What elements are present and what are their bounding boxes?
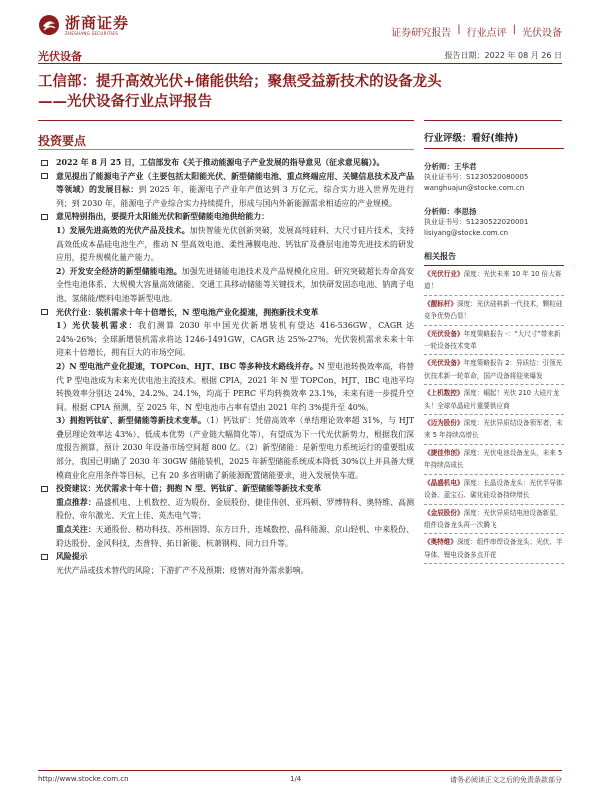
page-number: 1/4 (290, 775, 302, 783)
analyst-cert: 执业证书号：S1230522020001 (424, 218, 529, 226)
bullet-text: 投资建议：光伏需求十年十倍；拥抱 N 型、钙钛矿、新型储能等新技术变革 重点推荐：晶盛机电、上机数控、迈为股份、金辰股份、捷佳伟创、亚玛顿、罗博特科、奥特维、高测股份、帝尔激光、天宜上佳、英杰电气等； 重点关注：天通股份、精功科技、苏州固锝、东方日升、连城数控、晶科能源、京山轻机、中来股份、聆达股份、金风科技、杰普特、拓日新能、杭萧钢构、同力日升等。 (56, 484, 414, 548)
footer-url[interactable]: http://www.stocke.com.cn (38, 775, 129, 783)
bullet-risk (38, 550, 414, 577)
bullet-policy (38, 156, 414, 170)
analyst-email[interactable]: wanghuajun@stocke.com.cn (424, 184, 525, 192)
main-content (38, 154, 414, 577)
related-report-item[interactable]: 《金辰股份》深度：光伏异质结电池设备新星，组件设备龙头再一次腾飞 (424, 505, 564, 535)
analyst-card (424, 206, 564, 239)
nav-item-research: 证券研究报告 (391, 28, 452, 39)
related-report-item[interactable]: 《奥特维》深度：组件串焊设备龙头；光伏、半导体、锂电设备多点开花 (424, 534, 564, 564)
nav-separator: | (457, 24, 461, 35)
checkbox-bullet-icon (41, 309, 48, 315)
footer-disclaimer: 请务必阅读正文之后的免责条款部分 (450, 776, 562, 784)
divider-left (38, 120, 414, 121)
analyst-name: 分析师：王华君 (424, 162, 477, 171)
logo-text-en: ZHESHANG SECURITIES (65, 30, 119, 36)
bullet-text: 光伏行业：装机需求十年十倍增长，N 型电池产业化提速，拥抱新技术变革 1）光伏装机需求：我们测算 2030 年中国光伏新增装机有望达 416-536GW，CAGR 达 24%-26%；全球新增装机需求将达 1246-1491GW，CAGR 达 25%-27%。光伏装机需求未来十年迎来十倍增长，拥有巨大的市场空间。 2）N 型电池产业化提速，TOPCon、HJT、IBC 等多种技术路线并存。N 型电池转换效率高，将替代 P 型电池成为未来光伏电池主流技术。根据 CPIA，2021 年 N 型 TOPCon、HJT、IBC 电池平均转换效率分别达 24%、24.2%、24.1%，均高于 PERC 平均转换效率 23.1%，未来有进一步提升空间。根据 CPIA 预测，至 2025 年，N 型电池市占率有望由 2021 年约 3%提升至 40%。 3）拥抱钙钛矿、新型储能等新技术变革。（1）钙钛矿：凭借高效率（单结理论效率超 31%，与 HJT 叠层理论效率达 43%）、低成本优势（产业链大幅简化等），有望成为下一代光伏新势力，根据我们深度报告测算，预计 2030 年设备市场空间超 800 亿。（2）新型储能：是新型电力系统运行的重要组成部分，我国已明确了 2030 年 30GW 储能装机，2025 年新型储能系统成本降低 30%以上并具备大规模商业化应用条件等目标，已有 20 多省明确了新能源配置储能要求，进入发展快车道。 (56, 307, 414, 480)
sidebar (424, 130, 564, 564)
related-report-item[interactable]: 《靓标杆》深度：光伏硅料新一代技术，颗粒硅竞争优势凸显！ (424, 296, 564, 326)
logo-text-cn: 浙商证券 (65, 13, 130, 32)
report-date: 报告日期：2022 年 08 月 26 日 (444, 51, 562, 60)
checkbox-bullet-icon (41, 173, 48, 179)
company-logo (38, 14, 129, 36)
bullet-goal (38, 170, 414, 211)
related-report-item[interactable]: 《光伏设备》年度策略报告 -：“大尺寸”带来新一轮设备技术变革 (424, 326, 564, 356)
logo-mark-icon (38, 14, 60, 36)
section-divider (38, 149, 414, 150)
footer-divider (38, 770, 562, 771)
report-title (38, 72, 568, 112)
title-line-2: ——光伏设备行业点评报告 (38, 94, 212, 110)
related-report-item[interactable]: 《上机数控》深度：崛起！光伏 210 大硅片龙头！全球单晶硅片重要供应商 (424, 385, 564, 415)
analyst-email[interactable]: lisiyang@stocke.com.cn (424, 229, 509, 237)
related-report-item[interactable]: 《光伏设备》年度策略报告 2：异质结：引领光伏技术新一轮革命，国产设备将迎来爆发 (424, 355, 564, 385)
nav-separator: | (512, 24, 516, 35)
bullet-text: 意见提出了能源电子产业（主要包括太阳能光伏、新型储能电池、重点终端应用、关键信息技术及产品等领域）的发展目标：到 2025 年，能源电子产业年产值达到 3 万亿元，综合实力进入世界先进行列；到 2030 年，能源电子产业综合实力持续提升，形成与国内外新能源需求相适应的产业规模。 (56, 171, 414, 208)
nav-item-review: 行业点评 (466, 28, 507, 39)
divider-right (424, 120, 562, 121)
report-type-nav (391, 24, 562, 39)
sector-label: 光伏设备 (38, 50, 82, 63)
related-report-item[interactable]: 《光伏行业》深度：光伏未来 10 年 10 倍大赛道！ (424, 266, 564, 296)
checkbox-bullet-icon (41, 160, 48, 166)
section-title: 投资要点 (38, 134, 87, 148)
industry-rating: 行业评级：看好(维持) (424, 130, 564, 149)
bullet-text: 2022 年 8 月 25 日，工信部发布《关于推动能源电子产业发展的指导意见（征求意见稿）》。 (56, 158, 385, 167)
sector-row (38, 46, 562, 64)
bullet-text: 风险提示 光伏产品或技术替代的风险；下游扩产不及预期；疫情对海外需求影响。 (56, 552, 309, 575)
bullet-industry (38, 306, 414, 483)
checkbox-bullet-icon (41, 214, 48, 220)
analyst-cert: 执业证书号：S1230520080005 (424, 173, 529, 181)
related-report-item[interactable]: 《迈为股份》深度：光伏异质结设备领军者，未来 5 年持续高增长 (424, 415, 564, 445)
bullet-recommend (38, 482, 414, 550)
nav-item-sector: 光伏设备 (522, 28, 562, 39)
bullet-text: 意见特别指出，要提升太阳能光伏和新型储能电池供给能力： 1）发展先进高效的光伏产品及技术。加快智能光伏创新突破，发展高纯硅料、大尺寸硅片技术，支持高效低成本晶硅电池生产，推动 N 型高效电池、柔性薄膜电池、钙钛矿及叠层电池等先进技术的研发应用，提升规模化量产能力。 2）开发安全经济的新型储能电池。加强先进储能电池技术及产品规模化应用。研究突破超长寿命高安全性电池体系、大规模大容量高效储能、交通工具移动储能等关键技术，加快研发固态电池、钠离子电池、氢储能/燃料电池等新型电池。 (56, 212, 414, 303)
related-report-item[interactable]: 《晶盛机电》深度：长晶设备龙头：光伏半导体设备、蓝宝石、碳化硅设备持续增长 (424, 475, 564, 505)
checkbox-bullet-icon (41, 554, 48, 560)
analyst-name: 分析师：李思扬 (424, 207, 477, 216)
bullet-supply (38, 210, 414, 305)
checkbox-bullet-icon (41, 486, 48, 492)
related-reports-title: 相关报告 (424, 251, 564, 266)
analyst-card (424, 161, 564, 194)
related-report-item[interactable]: 《捷佳伟创》深度：光伏电池设备龙头，未来 5 年持续高成长 (424, 445, 564, 475)
title-line-1: 工信部：提升高效光伏+储能供给；聚焦受益新技术的设备龙头 (38, 74, 442, 90)
